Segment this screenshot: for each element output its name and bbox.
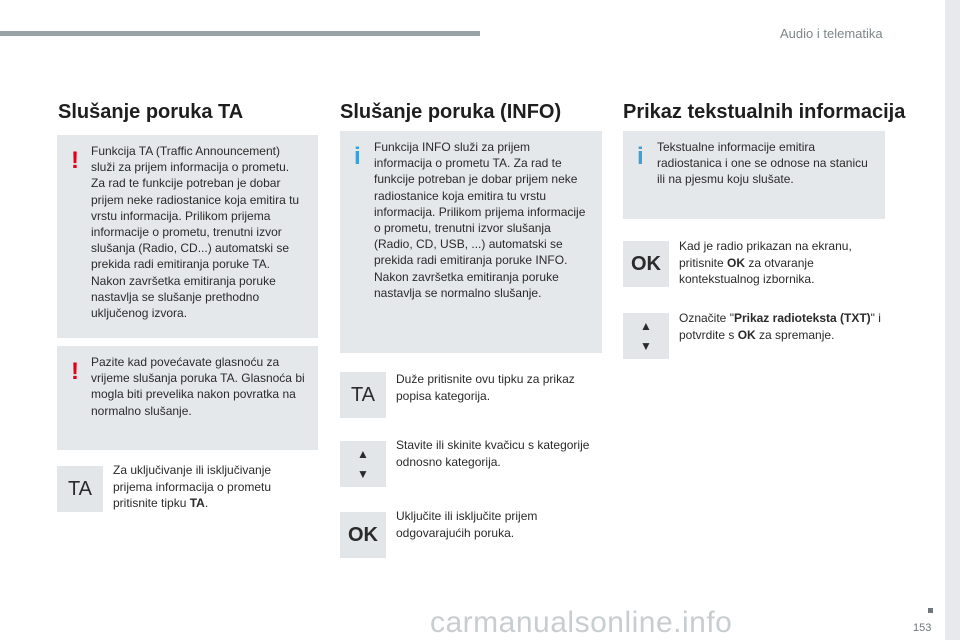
step-text: Za uključivanje ili isključivanje prijema informacija o prometu pritisnite tipku TA. xyxy=(113,463,272,510)
ok-key-icon: OK xyxy=(623,241,669,287)
side-strip xyxy=(945,0,960,640)
ok-key-icon: OK xyxy=(340,512,386,558)
step-text: Uključite ili isključite prijem odgovarajućih poruka. xyxy=(396,509,538,540)
ta-key-icon: TA xyxy=(57,466,103,512)
step-text: Označite "Prikaz radioteksta (TXT)" i potvrdite s OK za spremanje. xyxy=(679,311,881,342)
note-text: Pazite kad povećavate glasnoću za vrijeme slušanja poruka TA. Glasnoća bi mogla biti prevelika nakon povratka na normalno slušanje. xyxy=(91,355,305,418)
arrow-down-icon: ▼ xyxy=(640,339,652,353)
info-icon: i xyxy=(637,143,644,170)
info-note xyxy=(340,131,602,353)
exclamation-icon: ! xyxy=(71,147,79,174)
arrow-down-icon: ▼ xyxy=(357,467,369,481)
info-note xyxy=(623,131,885,219)
section-title: Audio i telematika xyxy=(780,26,883,41)
page-dot xyxy=(928,608,933,613)
watermark: carmanualsonline.info xyxy=(430,606,733,639)
step-text: Kad je radio prikazan na ekranu, pritisnite OK za otvaranje kontekstualnog izbornika. xyxy=(679,239,852,286)
arrow-keys-icon xyxy=(340,441,386,487)
column-1-title: Slušanje poruka TA xyxy=(58,101,244,123)
exclamation-icon: ! xyxy=(71,358,79,385)
header-rule xyxy=(0,31,480,36)
column-3-title: Prikaz tekstualnih informacija xyxy=(623,101,906,123)
ta-key-icon: TA xyxy=(340,372,386,418)
page-number: 153 xyxy=(913,622,932,634)
column-2-title: Slušanje poruka (INFO) xyxy=(340,101,562,123)
arrow-keys-icon xyxy=(623,313,669,359)
note-text: Tekstualne informacije emitira radiostanica i one se odnose na stanicu ili na pjesmu koju slušate. xyxy=(657,140,868,187)
step-text: Duže pritisnite ovu tipku za prikaz popisa kategorija. xyxy=(396,372,575,403)
step-text: Stavite ili skinite kvačicu s kategorije odnosno kategorija. xyxy=(396,438,590,469)
arrow-up-icon: ▲ xyxy=(357,447,369,461)
note-text: Funkcija TA (Traffic Announcement) služi za prijem informacija o prometu. Za rad te funkcije potreban je dobar prijem neke radiostanice koja emitira tu vrstu informacija. Prilikom prijema informacije o prometu, trenutni izvor slušanja (Radio, CD...) automatski se prekida radi emitiranja poruke TA. Nakon završetka emitiranja poruke nastavlja se slušanje prethodno uključenog izvora. xyxy=(91,144,300,321)
note-text: Funkcija INFO služi za prijem informacija o prometu TA. Za rad te funkcije potreban je dobar prijem neke radiostanice koja emitira tu vrstu informacija. Prilikom prijema informacije o prometu, trenutni izvor slušanja (Radio, CD, USB, ...) automatski se prekida radi emitiranja poruke INFO. Nakon završetka emitiranja poruke nastavlja se normalno slušanje. xyxy=(374,140,586,300)
warning-note xyxy=(57,135,318,338)
info-icon: i xyxy=(354,143,361,170)
arrow-up-icon: ▲ xyxy=(640,319,652,333)
warning-note xyxy=(57,346,318,450)
